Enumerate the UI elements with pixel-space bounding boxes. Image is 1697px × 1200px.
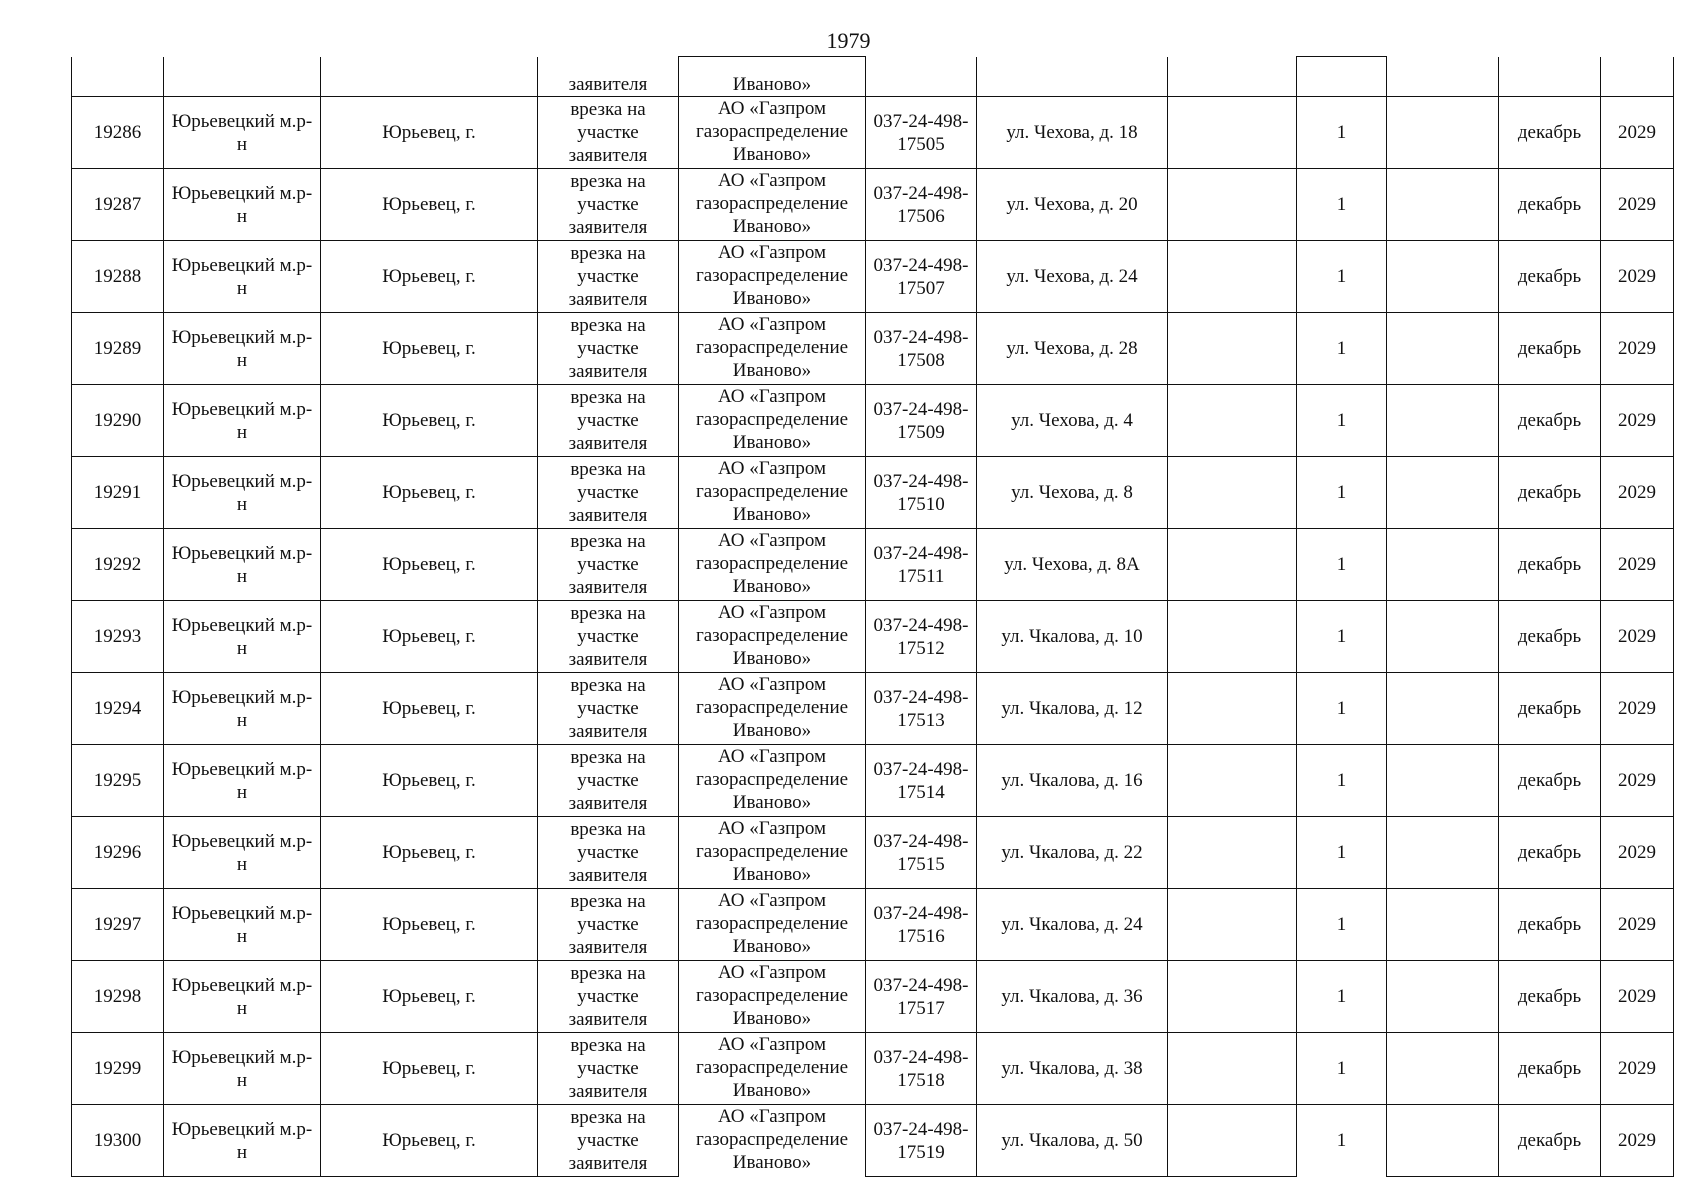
cell-empty-2	[1387, 385, 1499, 457]
cell-month: декабрь	[1499, 601, 1601, 673]
cell-empty-1	[1168, 313, 1297, 385]
table-row	[72, 169, 1674, 241]
cell-num: 19296	[72, 817, 164, 889]
cell-organization: АО «Газпром газораспределение Иваново»	[679, 961, 866, 1033]
cell-code	[866, 57, 977, 97]
cell-locality: Юрьевец, г.	[321, 241, 538, 313]
cell-num: 19290	[72, 385, 164, 457]
cell-month: декабрь	[1499, 241, 1601, 313]
cell-num: 19291	[72, 457, 164, 529]
table-row	[72, 745, 1674, 817]
cell-connection-type: заявителя	[538, 57, 679, 97]
cell-year: 2029	[1601, 529, 1674, 601]
cell-num: 19298	[72, 961, 164, 1033]
table-row	[72, 1105, 1674, 1177]
cell-month: декабрь	[1499, 385, 1601, 457]
cell-code: 037-24-498-17511	[866, 529, 977, 601]
cell-address: ул. Чехова, д. 8А	[977, 529, 1168, 601]
cell-connection-type: врезка на участке заявителя	[538, 241, 679, 313]
cell-address: ул. Чкалова, д. 36	[977, 961, 1168, 1033]
cell-organization: АО «Газпром газораспределение Иваново»	[679, 601, 866, 673]
cell-quantity: 1	[1297, 601, 1387, 673]
table-row	[72, 1033, 1674, 1105]
cell-connection-type: врезка на участке заявителя	[538, 889, 679, 961]
page-number: 1979	[826, 28, 871, 53]
cell-empty-2	[1387, 529, 1499, 601]
cell-code: 037-24-498-17519	[866, 1105, 977, 1177]
cell-district: Юрьевецкий м.р-н	[164, 1105, 321, 1177]
table-row	[72, 313, 1674, 385]
cell-quantity: 1	[1297, 745, 1387, 817]
cell-district: Юрьевецкий м.р-н	[164, 745, 321, 817]
cell-empty-2	[1387, 745, 1499, 817]
cell-empty-1	[1168, 889, 1297, 961]
cell-empty-1	[1168, 529, 1297, 601]
cell-year: 2029	[1601, 889, 1674, 961]
cell-month: декабрь	[1499, 673, 1601, 745]
cell-year: 2029	[1601, 601, 1674, 673]
cell-quantity: 1	[1297, 457, 1387, 529]
cell-code: 037-24-498-17510	[866, 457, 977, 529]
cell-district: Юрьевецкий м.р-н	[164, 385, 321, 457]
cell-address: ул. Чехова, д. 8	[977, 457, 1168, 529]
cell-connection-type: врезка на участке заявителя	[538, 1105, 679, 1177]
cell-locality: Юрьевец, г.	[321, 1105, 538, 1177]
cell-num: 19289	[72, 313, 164, 385]
cell-year: 2029	[1601, 457, 1674, 529]
cell-empty-2	[1387, 1105, 1499, 1177]
cell-organization: АО «Газпром газораспределение Иваново»	[679, 817, 866, 889]
cell-empty-1	[1168, 385, 1297, 457]
cell-empty-2	[1387, 601, 1499, 673]
cell-empty-1	[1168, 817, 1297, 889]
cell-empty-2	[1387, 1033, 1499, 1105]
cell-organization: АО «Газпром газораспределение Иваново»	[679, 97, 866, 169]
cell-connection-type: врезка на участке заявителя	[538, 745, 679, 817]
cell-connection-type: врезка на участке заявителя	[538, 601, 679, 673]
cell-district: Юрьевецкий м.р-н	[164, 1033, 321, 1105]
cell-connection-type: врезка на участке заявителя	[538, 169, 679, 241]
cell-locality: Юрьевец, г.	[321, 313, 538, 385]
cell-district: Юрьевецкий м.р-н	[164, 889, 321, 961]
cell-organization: АО «Газпром газораспределение Иваново»	[679, 745, 866, 817]
cell-connection-type: врезка на участке заявителя	[538, 97, 679, 169]
cell-code: 037-24-498-17517	[866, 961, 977, 1033]
cell-empty-1	[1168, 601, 1297, 673]
cell-num: 19288	[72, 241, 164, 313]
cell-empty-2	[1387, 673, 1499, 745]
cell-locality	[321, 57, 538, 97]
cell-year	[1601, 57, 1674, 97]
cell-month: декабрь	[1499, 1105, 1601, 1177]
cell-empty-1	[1168, 57, 1297, 97]
table-row	[72, 457, 1674, 529]
cell-address: ул. Чехова, д. 20	[977, 169, 1168, 241]
cell-organization: АО «Газпром газораспределение Иваново»	[679, 1105, 866, 1177]
cell-code: 037-24-498-17513	[866, 673, 977, 745]
cell-month	[1499, 57, 1601, 97]
cell-month: декабрь	[1499, 457, 1601, 529]
cell-address: ул. Чехова, д. 4	[977, 385, 1168, 457]
cell-quantity: 1	[1297, 1033, 1387, 1105]
cell-connection-type: врезка на участке заявителя	[538, 457, 679, 529]
table-row	[72, 529, 1674, 601]
cell-month: декабрь	[1499, 817, 1601, 889]
cell-code: 037-24-498-17508	[866, 313, 977, 385]
cell-empty-2	[1387, 57, 1499, 97]
cell-empty-2	[1387, 817, 1499, 889]
table-row	[72, 241, 1674, 313]
cell-address: ул. Чехова, д. 18	[977, 97, 1168, 169]
cell-address: ул. Чкалова, д. 16	[977, 745, 1168, 817]
cell-num: 19292	[72, 529, 164, 601]
gas-connection-table	[71, 56, 1674, 1177]
cell-year: 2029	[1601, 313, 1674, 385]
cell-num: 19297	[72, 889, 164, 961]
cell-year: 2029	[1601, 241, 1674, 313]
cell-empty-2	[1387, 241, 1499, 313]
cell-year: 2029	[1601, 961, 1674, 1033]
cell-locality: Юрьевец, г.	[321, 889, 538, 961]
cell-empty-2	[1387, 889, 1499, 961]
cell-locality: Юрьевец, г.	[321, 169, 538, 241]
cell-empty-1	[1168, 97, 1297, 169]
cell-quantity: 1	[1297, 97, 1387, 169]
cell-organization: Иваново»	[679, 57, 866, 97]
table-row	[72, 817, 1674, 889]
cell-year: 2029	[1601, 1033, 1674, 1105]
cell-year: 2029	[1601, 817, 1674, 889]
cell-code: 037-24-498-17516	[866, 889, 977, 961]
cell-quantity: 1	[1297, 529, 1387, 601]
cell-address: ул. Чкалова, д. 38	[977, 1033, 1168, 1105]
cell-connection-type: врезка на участке заявителя	[538, 313, 679, 385]
cell-empty-2	[1387, 457, 1499, 529]
cell-district	[164, 57, 321, 97]
cell-organization: АО «Газпром газораспределение Иваново»	[679, 313, 866, 385]
cell-locality: Юрьевец, г.	[321, 529, 538, 601]
cell-locality: Юрьевец, г.	[321, 817, 538, 889]
cell-district: Юрьевецкий м.р-н	[164, 817, 321, 889]
cell-empty-1	[1168, 1105, 1297, 1177]
cell-month: декабрь	[1499, 97, 1601, 169]
cell-year: 2029	[1601, 745, 1674, 817]
cell-district: Юрьевецкий м.р-н	[164, 961, 321, 1033]
table-row	[72, 889, 1674, 961]
cell-num: 19299	[72, 1033, 164, 1105]
cell-quantity: 1	[1297, 889, 1387, 961]
cell-organization: АО «Газпром газораспределение Иваново»	[679, 529, 866, 601]
table-row	[72, 673, 1674, 745]
cell-month: декабрь	[1499, 313, 1601, 385]
cell-district: Юрьевецкий м.р-н	[164, 97, 321, 169]
cell-quantity: 1	[1297, 385, 1387, 457]
cell-locality: Юрьевец, г.	[321, 457, 538, 529]
cell-year: 2029	[1601, 673, 1674, 745]
cell-empty-1	[1168, 1033, 1297, 1105]
cell-locality: Юрьевец, г.	[321, 601, 538, 673]
cell-empty-1	[1168, 169, 1297, 241]
cell-connection-type: врезка на участке заявителя	[538, 817, 679, 889]
cell-address: ул. Чехова, д. 28	[977, 313, 1168, 385]
cell-month: декабрь	[1499, 961, 1601, 1033]
cell-num: 19295	[72, 745, 164, 817]
cell-organization: АО «Газпром газораспределение Иваново»	[679, 673, 866, 745]
cell-district: Юрьевецкий м.р-н	[164, 241, 321, 313]
cell-quantity: 1	[1297, 241, 1387, 313]
cell-connection-type: врезка на участке заявителя	[538, 673, 679, 745]
cell-connection-type: врезка на участке заявителя	[538, 961, 679, 1033]
cell-address: ул. Чкалова, д. 24	[977, 889, 1168, 961]
cell-year: 2029	[1601, 169, 1674, 241]
cell-district: Юрьевецкий м.р-н	[164, 673, 321, 745]
table-row	[72, 961, 1674, 1033]
cell-month: декабрь	[1499, 169, 1601, 241]
cell-empty-2	[1387, 313, 1499, 385]
cell-empty-1	[1168, 241, 1297, 313]
cell-num: 19286	[72, 97, 164, 169]
cell-locality: Юрьевец, г.	[321, 961, 538, 1033]
cell-locality: Юрьевец, г.	[321, 745, 538, 817]
cell-quantity: 1	[1297, 1105, 1387, 1177]
cell-code: 037-24-498-17515	[866, 817, 977, 889]
cell-quantity: 1	[1297, 673, 1387, 745]
cell-month: декабрь	[1499, 1033, 1601, 1105]
cell-quantity: 1	[1297, 817, 1387, 889]
cell-connection-type: врезка на участке заявителя	[538, 1033, 679, 1105]
cell-month: декабрь	[1499, 745, 1601, 817]
cell-organization: АО «Газпром газораспределение Иваново»	[679, 169, 866, 241]
table-row	[72, 601, 1674, 673]
cell-address: ул. Чкалова, д. 10	[977, 601, 1168, 673]
cell-month: декабрь	[1499, 889, 1601, 961]
table-row	[72, 97, 1674, 169]
cell-empty-2	[1387, 169, 1499, 241]
cell-quantity: 1	[1297, 313, 1387, 385]
cell-empty-1	[1168, 457, 1297, 529]
cell-num	[72, 57, 164, 97]
cell-code: 037-24-498-17505	[866, 97, 977, 169]
cell-organization: АО «Газпром газораспределение Иваново»	[679, 1033, 866, 1105]
cell-code: 037-24-498-17514	[866, 745, 977, 817]
table-row-continued	[72, 57, 1674, 97]
cell-locality: Юрьевец, г.	[321, 673, 538, 745]
cell-address: ул. Чехова, д. 24	[977, 241, 1168, 313]
cell-locality: Юрьевец, г.	[321, 97, 538, 169]
cell-locality: Юрьевец, г.	[321, 385, 538, 457]
cell-year: 2029	[1601, 97, 1674, 169]
cell-empty-1	[1168, 673, 1297, 745]
cell-quantity	[1297, 57, 1387, 97]
cell-organization: АО «Газпром газораспределение Иваново»	[679, 241, 866, 313]
cell-address	[977, 57, 1168, 97]
cell-code: 037-24-498-17507	[866, 241, 977, 313]
cell-empty-2	[1387, 97, 1499, 169]
cell-locality: Юрьевец, г.	[321, 1033, 538, 1105]
cell-num: 19287	[72, 169, 164, 241]
cell-empty-2	[1387, 961, 1499, 1033]
cell-year: 2029	[1601, 1105, 1674, 1177]
cell-code: 037-24-498-17506	[866, 169, 977, 241]
cell-empty-1	[1168, 961, 1297, 1033]
cell-code: 037-24-498-17518	[866, 1033, 977, 1105]
cell-quantity: 1	[1297, 169, 1387, 241]
cell-address: ул. Чкалова, д. 12	[977, 673, 1168, 745]
cell-num: 19300	[72, 1105, 164, 1177]
table-row	[72, 385, 1674, 457]
cell-organization: АО «Газпром газораспределение Иваново»	[679, 889, 866, 961]
table-body	[72, 57, 1674, 1177]
cell-num: 19294	[72, 673, 164, 745]
cell-code: 037-24-498-17512	[866, 601, 977, 673]
cell-address: ул. Чкалова, д. 50	[977, 1105, 1168, 1177]
cell-code: 037-24-498-17509	[866, 385, 977, 457]
cell-address: ул. Чкалова, д. 22	[977, 817, 1168, 889]
cell-district: Юрьевецкий м.р-н	[164, 601, 321, 673]
cell-organization: АО «Газпром газораспределение Иваново»	[679, 385, 866, 457]
cell-district: Юрьевецкий м.р-н	[164, 313, 321, 385]
cell-month: декабрь	[1499, 529, 1601, 601]
cell-connection-type: врезка на участке заявителя	[538, 529, 679, 601]
cell-num: 19293	[72, 601, 164, 673]
cell-year: 2029	[1601, 385, 1674, 457]
cell-district: Юрьевецкий м.р-н	[164, 529, 321, 601]
cell-connection-type: врезка на участке заявителя	[538, 385, 679, 457]
cell-organization: АО «Газпром газораспределение Иваново»	[679, 457, 866, 529]
cell-district: Юрьевецкий м.р-н	[164, 457, 321, 529]
cell-empty-1	[1168, 745, 1297, 817]
cell-district: Юрьевецкий м.р-н	[164, 169, 321, 241]
cell-quantity: 1	[1297, 961, 1387, 1033]
